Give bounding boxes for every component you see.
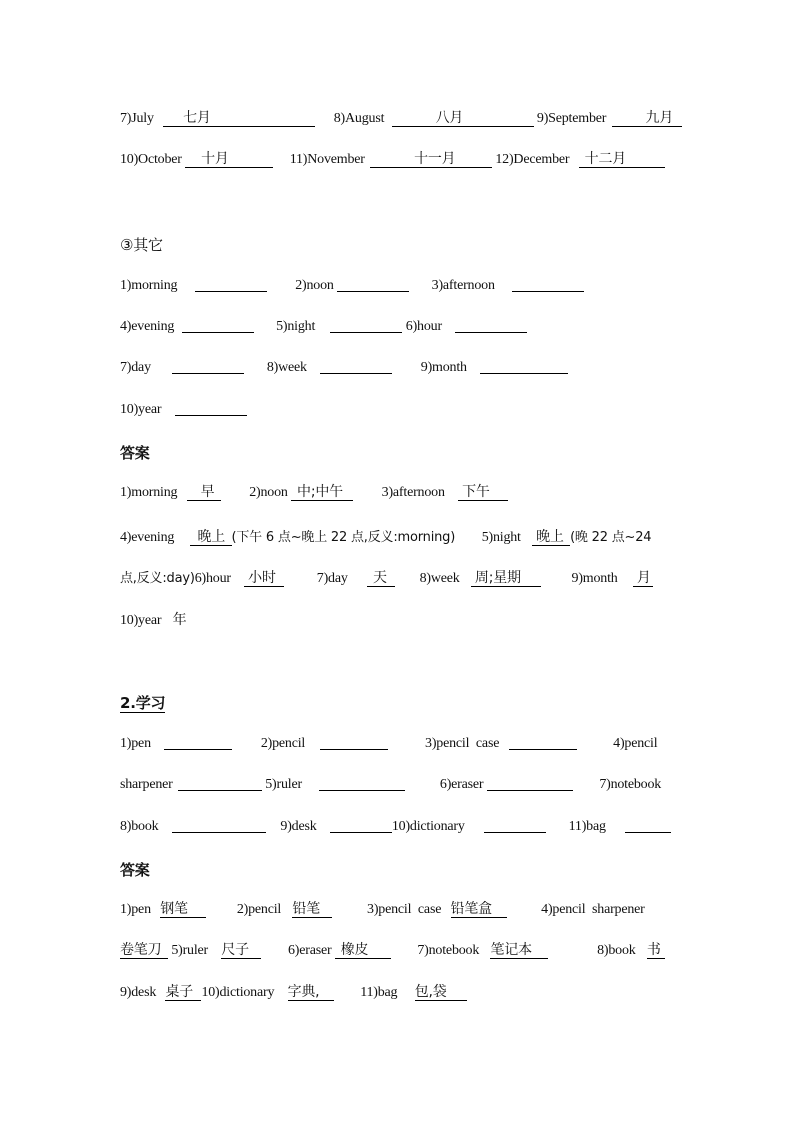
pencil-sharpener-label-1: 4)pencil [613, 736, 658, 751]
july-answer: 七月 [163, 110, 315, 127]
dictionary-answer: 字典, [288, 984, 334, 1001]
book-answer-label: 8)book [597, 943, 636, 958]
july-label: 7)July [120, 111, 154, 126]
other-answer-row-4 [120, 609, 680, 629]
month-answer: 月 [633, 570, 653, 587]
year-label: 10)year [120, 402, 162, 417]
other-row-2 [120, 317, 680, 335]
day-label: 7)day [120, 360, 151, 375]
night-blank [330, 317, 402, 333]
october-answer: 十月 [185, 151, 273, 168]
noon-answer: 中;中午 [291, 484, 353, 501]
september-label: 9)September [536, 111, 607, 126]
hour-answer: 小时 [244, 570, 284, 587]
eraser-blank [487, 775, 573, 791]
evening-note: (下午 6 点~晚上 22 点,反义:morning) [231, 530, 456, 545]
pen-blank [164, 734, 232, 750]
pencil-case-answer: 铅笔盒 [451, 901, 507, 918]
study-answer-row-3 [120, 984, 680, 1001]
answers-heading-other: 答案 [120, 444, 150, 462]
study-answer-row-1 [120, 901, 680, 918]
section-other-heading: ③其它 [120, 236, 163, 254]
year-answer: 年 [172, 612, 187, 628]
month-blank [480, 358, 568, 374]
notebook-answer: 笔记本 [490, 942, 548, 959]
bag-label: 11)bag [568, 819, 606, 834]
month-label: 9)month [420, 360, 467, 375]
evening-label: 4)evening [120, 319, 175, 334]
dictionary-blank [484, 817, 546, 833]
night-label: 5)night [276, 319, 316, 334]
ruler-answer: 尺子 [221, 942, 261, 959]
november-answer: 十一月 [370, 151, 492, 168]
evening-answer-label: 4)evening [120, 530, 175, 545]
pencil-sharpener-answer-label: 4)pencil sharpener [541, 902, 645, 917]
week-blank [320, 358, 392, 374]
section-study-heading: 2.学习 [120, 694, 166, 712]
pencil-sharpener-label-2: sharpener [120, 777, 173, 792]
desk-blank [330, 817, 392, 833]
other-row-4 [120, 400, 680, 418]
desk-answer-label: 9)desk [120, 985, 157, 1000]
notebook-answer-label: 7)notebook [417, 943, 480, 958]
evening-blank [182, 317, 254, 333]
ruler-blank [319, 775, 405, 791]
november-label: 11)November [289, 152, 365, 167]
week-label: 8)week [266, 360, 307, 375]
september-answer: 九月 [612, 110, 682, 127]
other-row-1 [120, 276, 680, 294]
book-blank [172, 817, 266, 833]
answers-heading-study: 答案 [120, 861, 150, 879]
hour-blank [455, 317, 527, 333]
august-answer: 八月 [392, 110, 534, 127]
notebook-label: 7)notebook [599, 777, 662, 792]
study-row-3 [120, 817, 680, 835]
eraser-answer-label: 6)eraser [287, 943, 332, 958]
morning-blank [195, 276, 267, 292]
pencil-answer-label: 2)pencil [236, 902, 282, 917]
eraser-label: 6)eraser [439, 777, 484, 792]
months-row-2 [120, 151, 680, 168]
ruler-label: 5)ruler [265, 777, 302, 792]
december-answer: 十二月 [579, 151, 665, 168]
night-note-1: (晚 22 点~24 [570, 530, 652, 545]
week-answer-label: 8)week [419, 571, 460, 586]
months-row-1 [120, 110, 680, 127]
pen-label: 1)pen [120, 736, 151, 751]
pencil-blank [320, 734, 388, 750]
desk-answer: 桌子 [165, 984, 201, 1001]
noon-blank [337, 276, 409, 292]
august-label: 8)August [333, 111, 385, 126]
pencil-sharpener-blank [178, 775, 262, 791]
ruler-answer-label: 5)ruler [171, 943, 209, 958]
afternoon-answer: 下午 [458, 484, 508, 501]
pen-answer-label: 1)pen [120, 902, 151, 917]
dictionary-answer-label: 10)dictionary [201, 985, 275, 1000]
year-answer-label: 10)year [120, 613, 162, 628]
eraser-answer: 橡皮 [335, 942, 391, 959]
bag-blank [625, 817, 671, 833]
pen-answer: 钢笔 [160, 901, 206, 918]
book-answer: 书 [647, 942, 665, 959]
morning-answer: 早 [187, 484, 221, 501]
afternoon-blank [512, 276, 584, 292]
december-label: 12)December [495, 152, 570, 167]
month-answer-label: 9)month [571, 571, 618, 586]
desk-label: 9)desk [280, 819, 317, 834]
year-blank [175, 400, 247, 416]
dictionary-label: 10)dictionary [391, 819, 465, 834]
pencil-answer: 铅笔 [292, 901, 332, 918]
study-answer-row-2 [120, 942, 680, 959]
hour-label: 6)hour [405, 319, 442, 334]
night-answer-label: 5)night [481, 530, 521, 545]
afternoon-label: 3)afternoon [431, 278, 495, 293]
pencil-case-answer-label: 3)pencil case [367, 902, 442, 917]
other-answer-row-1 [120, 484, 680, 501]
pencil-case-label: 3)pencil case [425, 736, 500, 751]
study-row-1 [120, 734, 680, 752]
day-answer-label: 7)day [316, 571, 348, 586]
pencil-case-blank [509, 734, 577, 750]
pencil-sharpener-answer: 卷笔刀 [120, 942, 168, 959]
book-label: 8)book [120, 819, 159, 834]
bag-answer-label: 11)bag [360, 985, 398, 1000]
study-row-2 [120, 775, 680, 793]
day-blank [172, 358, 244, 374]
other-answer-row-2 [120, 526, 680, 546]
pencil-label: 2)pencil [260, 736, 306, 751]
night-answer: 晚上 [532, 529, 570, 546]
bag-answer: 包,袋 [415, 984, 467, 1001]
day-answer: 天 [367, 570, 395, 587]
morning-answer-label: 1)morning [120, 485, 178, 500]
week-answer: 周;星期 [471, 570, 541, 587]
other-answer-row-3 [120, 567, 680, 587]
noon-label: 2)noon [295, 278, 334, 293]
morning-label: 1)morning [120, 278, 178, 293]
noon-answer-label: 2)noon [249, 485, 288, 500]
hour-answer-label: 6)hour [194, 571, 231, 586]
afternoon-answer-label: 3)afternoon [381, 485, 445, 500]
night-note-2: 点,反义:day) [120, 571, 195, 586]
other-row-3 [120, 358, 680, 376]
october-label: 10)October [120, 152, 182, 167]
evening-answer: 晚上 [190, 529, 232, 546]
